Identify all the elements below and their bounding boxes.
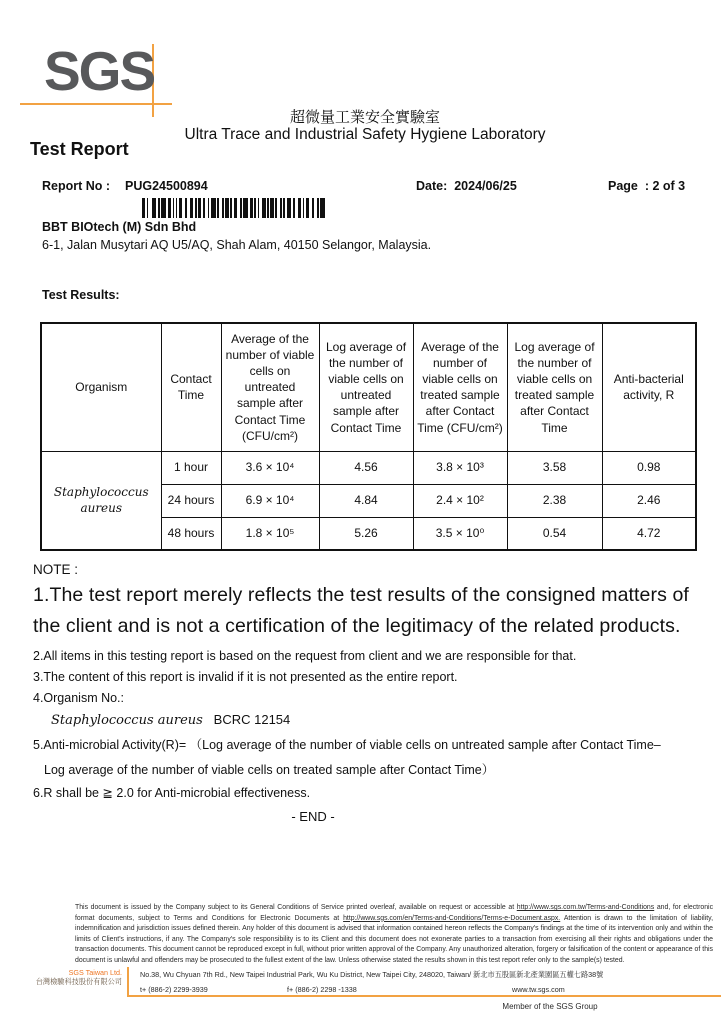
date-label: Date: xyxy=(416,179,448,193)
footer-telephone: t+ (886-2) 2299-3939 xyxy=(140,985,208,994)
legal-disclaimer xyxy=(75,903,713,966)
log-treated-cell: 0.54 xyxy=(507,517,602,550)
note-item-2: 2.All items in this testing report is based on the request from client and we are responsible for that. xyxy=(33,648,577,663)
log-treated-cell: 3.58 xyxy=(507,451,602,484)
footer-company-name-zh: 台灣檢驗科技股份有限公司 xyxy=(35,977,122,986)
date-value: 2024/06/25 xyxy=(454,179,517,193)
client-name: BBT BIOtech (M) Sdn Bhd xyxy=(42,220,197,234)
lab-title-chinese: 超微量工業安全實驗室 xyxy=(289,108,440,126)
notes-section xyxy=(33,562,698,824)
legal-text: and, for electronic format documents, subject to Terms and Conditions for Electronic Documents at xyxy=(75,904,714,922)
table-header-row xyxy=(41,323,696,451)
avg-untreated-cell: 1.8 × 10⁵ xyxy=(221,517,319,550)
log-treated-cell: 2.38 xyxy=(507,484,602,517)
note-heading: NOTE : xyxy=(33,562,79,577)
organism-reference xyxy=(33,712,698,728)
activity-cell: 2.46 xyxy=(602,484,696,517)
footer-company-name-en: SGS Taiwan Ltd. xyxy=(68,968,122,977)
footer-website[interactable]: www.tw.sgs.com xyxy=(512,985,565,994)
page-label: Page xyxy=(608,179,638,193)
contact-time-cell: 24 hours xyxy=(161,484,221,517)
col-header-avg-untreated: Average of the number of viable cells on untreated sample after Contact Time (CFU/cm²) xyxy=(221,323,319,451)
organism-name: Staphylococcus aureus xyxy=(51,712,203,728)
avg-treated-cell: 3.8 × 10³ xyxy=(413,451,507,484)
note-item-3: 3.The content of this report is invalid if it is not presented as the entire report. xyxy=(33,669,458,684)
col-header-contact-time: Contact Time xyxy=(161,323,221,451)
activity-cell: 0.98 xyxy=(602,451,696,484)
note-item-5-line1: 5.Anti-microbial Activity(R)= （Log average of the number of viable cells on untreated sample after Contact Time– xyxy=(33,737,661,752)
page-title: Test Report xyxy=(30,139,129,159)
page-indicator xyxy=(608,179,685,193)
footer-divider-line xyxy=(127,967,129,996)
footer-orange-rule xyxy=(127,995,721,997)
col-header-avg-treated: Average of the number of viable cells on treated sample after Contact Time (CFU/cm²) xyxy=(413,323,507,451)
report-no-value: PUG24500894 xyxy=(125,179,208,193)
page-value: : 2 of 3 xyxy=(644,179,686,193)
contact-time-cell: 1 hour xyxy=(161,451,221,484)
footer-company-block xyxy=(18,968,122,986)
activity-cell: 4.72 xyxy=(602,517,696,550)
logo-orange-horizontal-line xyxy=(20,103,172,105)
log-untreated-cell: 4.84 xyxy=(319,484,413,517)
avg-treated-cell: 2.4 × 10² xyxy=(413,484,507,517)
footer-fax: f+ (886-2) 2298 -1338 xyxy=(287,985,357,994)
client-address: 6-1, Jalan Musytari AQ U5/AQ, Shah Alam, 40150 Selangor, Malaysia. xyxy=(42,238,432,252)
legal-text: This document is issued by the Company subject to its General Conditions of Service printed overleaf, available on request or accessible at xyxy=(75,904,517,911)
legal-text: Attention is drawn to the limitation of liability, indemnification and jurisdiction issues defined therein. Any holder of this document is advised that information contained hereon reflects the Company's findings at the time of its intervention only and within the limits of Client's instructions, if any. The Company's sole responsibility is to its Client and this document does not exonerate parties to a transaction from exercising all their rights and obligations under the transaction documents. This document cannot be reproduced except in full, without prior written approval of the Company. Any unauthorized alteration, forgery or falsification of the content or appearance of this document is unlawful and offenders may be prosecuted to the fullest extent of the law. Unless otherwise stated the results shown in this test report refer only to the sample(s) tested. xyxy=(75,914,713,964)
terms-link[interactable]: http://www.sgs.com.tw/Terms-and-Conditions xyxy=(516,904,655,911)
sgs-group-member-label: Member of the SGS Group xyxy=(502,1002,598,1011)
organism-code: BCRC 12154 xyxy=(213,711,291,727)
note-item-5-line2: Log average of the number of viable cells on treated sample after Contact Time） xyxy=(44,762,495,777)
col-header-activity: Anti-bacterial activity, R xyxy=(602,323,696,451)
log-untreated-cell: 5.26 xyxy=(319,517,413,550)
note-item-4: 4.Organism No.: xyxy=(33,690,125,705)
avg-treated-cell: 3.5 × 10⁰ xyxy=(413,517,507,550)
results-table xyxy=(40,322,697,551)
barcode xyxy=(142,198,325,218)
avg-untreated-cell: 6.9 × 10⁴ xyxy=(221,484,319,517)
col-header-log-treated: Log average of the number of viable cells on treated sample after Contact Time xyxy=(507,323,602,451)
test-results-heading: Test Results: xyxy=(42,288,120,302)
log-untreated-cell: 4.56 xyxy=(319,451,413,484)
note-item-1: 1.The test report merely reflects the test results of the consigned matters of the client and is not a certification of the legitimacy of the related products. xyxy=(33,584,689,637)
report-no-label: Report No : xyxy=(42,179,111,193)
e-document-terms-link[interactable]: http://www.sgs.com/en/Terms-and-Conditions/Terms-e-Document.aspx. xyxy=(343,914,561,922)
table-row xyxy=(41,451,696,484)
col-header-organism: Organism xyxy=(41,323,161,451)
sgs-logo: SGS xyxy=(44,40,155,102)
report-date xyxy=(416,179,517,193)
col-header-log-untreated: Log average of the number of viable cells on untreated sample after Contact Time xyxy=(319,323,413,451)
avg-untreated-cell: 3.6 × 10⁴ xyxy=(221,451,319,484)
note-item-6: 6.R shall be ≧ 2.0 for Anti-microbial effectiveness. xyxy=(33,785,311,800)
footer-address: No.38, Wu Chyuan 7th Rd., New Taipei Industrial Park, Wu Ku District, New Taipei City, 248020, Taiwan/ 新北市五股區新北產業園區五權七路38號 xyxy=(140,970,604,979)
lab-title-english: Ultra Trace and Industrial Safety Hygiene Laboratory xyxy=(184,126,546,143)
organism-cell: Staphylococcus aureus xyxy=(41,451,161,550)
end-marker: - END - xyxy=(291,808,335,824)
contact-time-cell: 48 hours xyxy=(161,517,221,550)
